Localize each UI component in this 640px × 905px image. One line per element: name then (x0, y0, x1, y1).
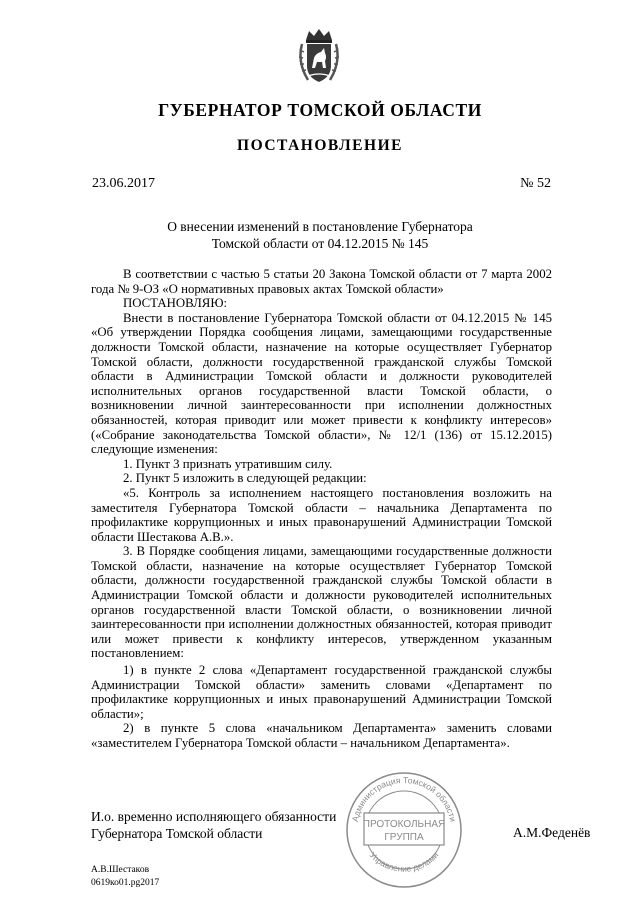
governor-title: ГУБЕРНАТОР ТОМСКОЙ ОБЛАСТИ (158, 100, 482, 120)
stamp-inner-line: ПРОТОКОЛЬНАЯ (362, 819, 446, 830)
document-date: 23.06.2017 (92, 176, 155, 191)
signatory-position-line: И.о. временно исполняющего обязанности (91, 809, 337, 824)
executor-name: А.В.Шестаков (91, 865, 150, 875)
document-body (91, 267, 552, 751)
document-subject (150, 218, 490, 252)
body-paragraph: 2. Пункт 5 изложить в следующей редакции: (123, 471, 367, 486)
signatory-position-line: Губернатора Томской области (91, 826, 263, 841)
body-paragraph: «5. Контроль за исполнением настоящего постановления возложить на заместителя Губернатора Томской области – начальника Департамента по профилактике коррупционных и иных правонарушений Администрации Томской области Шестакова А.В.». (91, 485, 552, 544)
body-paragraph: Внести в постановление Губернатора Томской области от 04.12.2015 № 145 «Об утверждении Порядка сообщения лицами, замещающими государственные должности Томской области, назначение на которые осуществляет Губернатор Томской области, должности государственной гражданской службы Томской области в Администрации Томской области и должности руководителей исполнительных органов государственной власти Томской области, о возникновении личной заинтересованности при исполнении должностных обязанностей, которая приводит или может привести к конфликту интересов» («Собрание законодательства Томской области», № 12/1 (136) от 15.12.2015) следующие изменения: (91, 310, 552, 457)
body-paragraph: 1) в пункте 2 слова «Департамент государственной гражданской службы Администрации Томской области» заменить словами «Департамент по профилактике коррупционных и иных правонарушений Администрации Томской области»; (91, 663, 552, 721)
official-stamp (343, 770, 465, 888)
document-number: № 52 (520, 176, 551, 191)
body-paragraph: 3. В Порядке сообщения лицами, замещающими государственные должности Томской области, назначение на которые осуществляет Губернатор Томской области, должности государственной гражданской службы Томской области в Администрации Томской области и должности руководителей исполнительных органов государственной власти Томской области, о возникновении личной заинтересованности при исполнении должностных обязанностей, которая приводит или может привести к конфликту интересов, утвержденном указанным постановлением: (91, 544, 552, 661)
body-paragraph: В соответствии с частью 5 статьи 20 Закона Томской области от 7 марта 2002 года № 9-ОЗ «О нормативных правовых актах Томской области» (91, 267, 552, 296)
document-footer (91, 864, 159, 890)
stamp-bottom-text: Управление делами (367, 849, 441, 874)
signatory-name: А.М.Феденёв (513, 825, 591, 840)
file-reference: 0619ко01.pg2017 (91, 878, 160, 888)
document-type: ПОСТАНОВЛЕНИЕ (237, 137, 403, 154)
body-paragraph: 1. Пункт 3 признать утратившим силу. (123, 456, 333, 471)
body-paragraph: 2) в пункте 5 слова «начальником Департамента» заменить словами «заместителем Губернатора Томской области – начальником Департамента». (91, 721, 552, 750)
stamp-outer-text: Администрация Томской области (349, 774, 459, 823)
subject-line: Томской области от 04.12.2015 № 145 (211, 236, 429, 251)
subject-line: О внесении изменений в постановление Губернатора (167, 219, 473, 234)
coat-of-arms-icon (296, 28, 342, 86)
signatory-position (91, 808, 336, 842)
stamp-inner-line: ГРУППА (384, 832, 424, 843)
resolution-word: ПОСТАНОВЛЯЮ: (123, 296, 228, 311)
